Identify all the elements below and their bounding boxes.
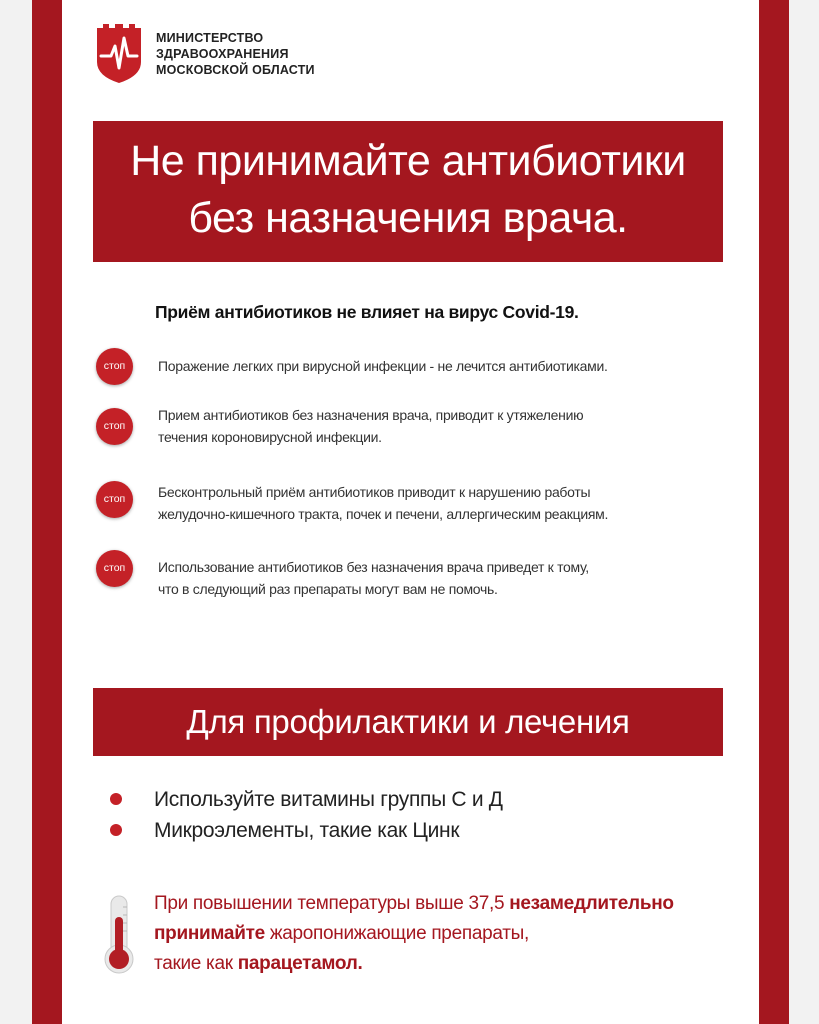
outer-background-left (0, 0, 32, 1024)
subtitle: Приём антибиотиков не влияет на вирус Covid-19. (155, 302, 579, 322)
stop-item-line-1: Бесконтрольный приём антибиотиков приводит к нарушению работы (158, 484, 591, 500)
red-border-right (759, 0, 789, 1024)
stop-item-line-2: желудочно-кишечного тракта, почек и печени, аллергическим реакциям. (158, 506, 609, 522)
list-item-text: Микроэлементы, такие как Цинк (154, 819, 460, 842)
stop-item-line-1: Поражение легких при вирусной инфекции - не лечится антибиотиками. (158, 358, 608, 374)
list-item-text: Используйте витамины группы С и Д (154, 788, 503, 811)
stop-badge-icon: стоп (96, 481, 133, 518)
stop-item-text (158, 355, 608, 377)
bullet-dot-icon (110, 824, 122, 836)
stop-item-text (158, 481, 608, 525)
stop-item-text (158, 404, 583, 448)
temperature-note-line-2: принимайте жаропонижающие препараты, (154, 923, 529, 944)
ministry-line-1: МИНИСТЕРСТВО (156, 31, 264, 45)
moscow-region-shield-heartbeat-icon (95, 24, 143, 84)
prevention-banner (93, 688, 723, 756)
red-border-left (32, 0, 62, 1024)
prevention-title: Для профилактики и лечения (186, 703, 630, 740)
ministry-line-3: МОСКОВСКОЙ ОБЛАСТИ (156, 63, 315, 77)
temperature-note-line-1: При повышении температуры выше 37,5 незамедлительно (154, 893, 674, 914)
ministry-name (156, 30, 315, 78)
stop-item-line-1: Прием антибиотиков без назначения врача, приводит к утяжелению (158, 407, 584, 423)
stop-badge-icon: стоп (96, 348, 133, 385)
temperature-note-line-3: такие как парацетамол. (154, 953, 363, 974)
ministry-line-2: ЗДРАВООХРАНЕНИЯ (156, 47, 289, 61)
outer-background-right (789, 0, 819, 1024)
main-title-banner (93, 121, 723, 262)
temperature-note (154, 889, 674, 979)
main-title-line-2: без назначения врача. (188, 194, 628, 242)
stop-item-line-2: что в следующий раз препараты могут вам не помочь. (158, 581, 498, 597)
bullet-dot-icon (110, 793, 122, 805)
stop-item-text (158, 556, 589, 600)
stop-badge-icon: стоп (96, 550, 133, 587)
main-title-line-1: Не принимайте антибиотики (130, 137, 686, 185)
stop-badge-icon: стоп (96, 408, 133, 445)
stop-item-line-1: Использование антибиотиков без назначения врача приведет к тому, (158, 559, 589, 575)
stop-item-line-2: течения короновирусной инфекции. (158, 429, 382, 445)
thermometer-icon (101, 895, 137, 975)
